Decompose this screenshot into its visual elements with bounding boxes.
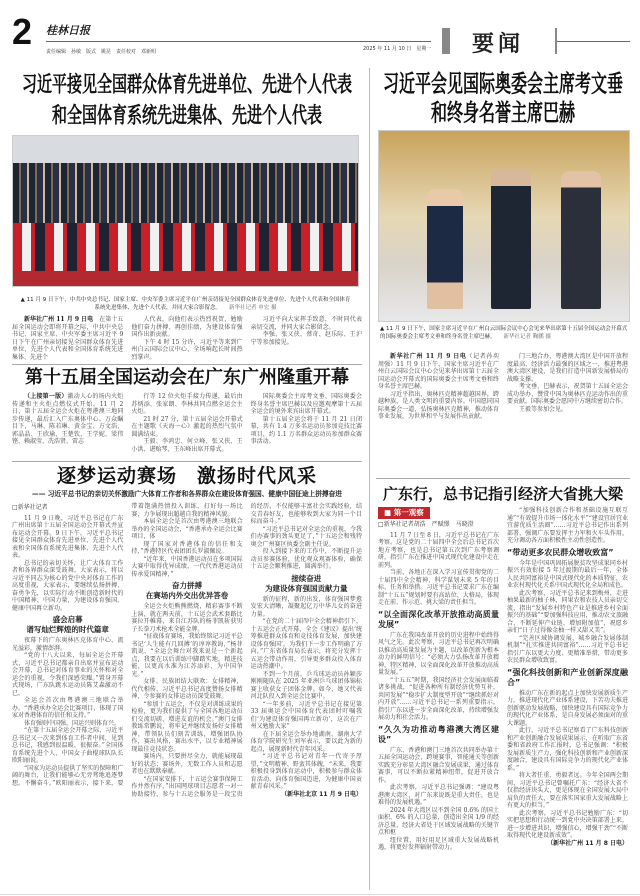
section-title: 要闻 bbox=[472, 31, 525, 57]
paragraphs bbox=[131, 541, 242, 579]
text-block bbox=[12, 393, 123, 446]
subheading: 接续奋进 bbox=[291, 573, 322, 583]
paragraph: 新的征程，新的出发，体育强国梦愈发宏大清晰，凝聚起亿万中华儿女的奋进力量。 bbox=[250, 595, 362, 618]
paragraphs bbox=[378, 532, 499, 607]
paragraphs bbox=[12, 515, 123, 613]
story4-body bbox=[378, 353, 628, 421]
header-rule bbox=[46, 41, 431, 42]
subheading: 在赛场内外交出优异答卷 bbox=[145, 591, 229, 600]
paragraph: “征战体育赛场，我始终铭记习近平总书记‘人生能有几回搏’的谆谆教诲，”杨菲凯说，“全运会舞台对我来说是一个新起点，我要在以后训练中脚踏实地，精进技能，以更高水准为江苏添彩、为中国争光。” bbox=[131, 633, 243, 678]
paragraph: 全运会火炬熊熊燃烧，精彩赛事不断上演，就在两天前，十五运会武术套路比赛拉开帷幕，来自江苏队的杨菲凯斩获男子长拳刀术枪术全能金牌。 bbox=[131, 603, 243, 633]
paragraph: 下午 4 时 15 分许，习近平等来到广州白云国际会议中心，全场响起长时间热烈掌声。 bbox=[131, 338, 243, 361]
paragraph: 当前，各地正在深入学习宣传贯彻党的二十届四中全会精神，科学谋划未来 5 年的目标、任务和举措。习近平总书记要求广东在编制“十五五”规划时要有高站位、大格局，体现走在前、作示范、挑大梁的责任担当。 bbox=[378, 569, 499, 606]
text-block bbox=[507, 353, 628, 413]
paragraph: 行等 12 位火炬手接力传递，最后由苏炳添、张家朗、李林共同点燃全运会主火炬。 bbox=[131, 393, 243, 415]
staff-credits: 责任编辑 孙敏 版式 姚昆 责任校对 邓新明 bbox=[46, 49, 157, 55]
paragraph: 总书记的亲切关怀，让广大体育工作者和各界群众深受鼓舞。大家表示，将以习近平同志为核心的党中央对体育工作的高度重视，大家表示，要继续弘扬拼搏、奋勇争先，以实际行动不断创造新时代的中国精神、中国力量，为建设体育强国、健康中国再立新功。 bbox=[12, 559, 124, 612]
header-rule bbox=[557, 41, 630, 42]
paragraph: 新华社广州 11 月 9 日电 在第十五届全国运动会即将开幕之际，中共中央总书记、国家主席、中央军委主席习近平 9 日下午在广州亲切接见全国群众体育先进单位、先进个人代表和全国体育系统先进集体、先进个 bbox=[12, 316, 124, 361]
subheading: “以全面深化改革开放推动高质量发展” bbox=[378, 609, 499, 629]
paragraph: 新华社广州 11 月 9 日电（记者孙奕 周强）11 月 9 日下午，国家主席习近平在广州白云国际会议中心会见来华出席第十五届全国运动会开幕式的国际奥委会主席考文垂和终身名誉主席巴赫。 bbox=[378, 353, 505, 390]
story4-headline: 习近平会见国际奥委会主席考文垂 bbox=[382, 69, 623, 98]
paragraphs bbox=[378, 747, 499, 837]
subheading: 盛会启幕 bbox=[52, 615, 83, 624]
paragraph: “习近平总书记对青年一代寄予厚望，”文明精神、野蛮其体魄，“未来，我要积极投身到体育运动中，积极参与群众体育活动，向体育强国迈进，为健康中国贡献青春风采。” bbox=[250, 753, 362, 790]
paragraph: “参加十五运会，不仅是对训练成果的检验，更为我们提供了与全国各地运动员们交流切磋、增进友谊的机会。”澳门女排教练常鹏说，将牢记并继续发扬好女排精神，带领队员们刻苦训练，增强团队协作，赛出风格，赛出水平，以专业精神展现最佳竞技状态。 bbox=[131, 700, 243, 753]
column-divider bbox=[369, 68, 370, 890]
subheading: “带动更多农民群众增收致富” bbox=[507, 547, 614, 557]
paragraphs bbox=[507, 690, 628, 840]
paragraph: 今年是中国巩固拓展脱贫攻坚成果同乡村振兴有效衔接 5 年过渡期的最后一年，全体人民共同富裕是中国式现代化的本质特征，农业农村现代化关系中国式现代化全局和成色。 bbox=[507, 559, 628, 589]
paragraph: 考文垂、巴赫表示，祝贺第十五届全运会成功举办，赞赏中国为奥林匹克运动作出的重要贡献，国际奥委会愿同中方继续密切合作。 bbox=[507, 383, 628, 405]
meeting-photo bbox=[378, 130, 630, 322]
story5-headline: 广东行，总书记指引经济大省挑大梁 bbox=[382, 485, 623, 503]
paragraph: “在党的二十届四中全会精神指引下，十五运会正式开幕，全会《建议》提出‘统筹推进群众体育和竞技体育发展，加快建设体育强国’，为我们下一步工作明确了方向，”广东省体育局长表示，将充分发挥十五运会带动作用，引导更多群众投入体育运动热潮中。 bbox=[250, 618, 362, 670]
paragraph: 此次考察，习近平总书记来到梅州，走进柚果最新的柚子林，同果农和农技人员亲切交流，指出“发展乡村特色产业是推进乡村全面振兴的基础”“要加强科技应用，推动农文旅融合，不断延伸产业链、增加附加值”，祝愿乡亲们“日子过得像金柚一样又甜又美”。 bbox=[507, 589, 628, 634]
paragraph: 11 月 7 日至 8 日，习近平总书记在广东考察。这是党的二十届四中全会后总书记首次地方考察，也是总书记第五次到广东考察调研，指引广东在推进中国式现代化建设中走在前列。 bbox=[378, 531, 499, 569]
paragraph: “近年来，中国香港运动员在多项国际大赛中取得优异成绩，一代代香港运动员传承爱国精神，” bbox=[131, 555, 243, 578]
text-block bbox=[12, 316, 123, 361]
byline: □新华社记者 bbox=[12, 504, 48, 511]
paragraphs bbox=[251, 548, 362, 571]
paragraph: 此行，习近平总书记察看了广东科技创新和产业创新融合发展成果展示，在听取广东省委和省政府工作汇报时，总书记强调：“积极发展新质生产力，强化科技创新和产业创新深度融合，建设具有国际竞争力的现代化产业体系。” bbox=[507, 727, 628, 772]
paragraph: 推动广东在新的起点上加快发展新质生产力，推进现代化产业体系建设，下苦功夫推进创新驱动发展战略，加快建设具有国际竞争力的现代化产业体系，是自身发展必须面对的重大课题。 bbox=[507, 689, 628, 727]
story1-headline-line2: 和全国体育系统先进集体、先进个人代表 bbox=[51, 101, 322, 129]
paragraphs bbox=[378, 632, 499, 722]
paragraph: 习近平指出，奥林匹克精神超越国界，跨越种族，是人类文明的重要内容。中国愿同国际奥委会一道，弘扬奥林匹克精神，推动体育事业发展，为世界和平与发展作出贡献。 bbox=[378, 390, 499, 420]
paragraph: 投入到接下来的工作中，不断提升运动员参赛体验，优化观众观赛体验，确保十五运会顺利推进，圆满举行。 bbox=[250, 548, 362, 570]
paragraph: 在下届全运会举办地湖南，湖南大学体育学院研究生刘军表示，要以此为新的起点，展现新时代青年风采。 bbox=[250, 730, 362, 753]
paragraph: 11 月 9 日晚，习近平总书记在广东广州出席第十五届全国运动会开幕式并宣布运动会开幕。9 日下午，习近平总书记接见全国群众体育先进单位、先进个人代表和全国体育系统先进集体、先进个人代表。 bbox=[12, 514, 124, 559]
dateline-end: （新华社广州 11 月 8 日电） bbox=[547, 839, 628, 847]
subheading: 奋力拼搏 bbox=[171, 581, 202, 590]
caption-text: ▲ 11 月 9 日下午，中共中央总书记、国家主席、中央军委主席习近平在广州亲切接见全国群众体育先进单位、先进个人代表和全国体育系统先进集体、先进个人代表，并同大家合影留念。 bbox=[20, 297, 351, 311]
paragraph: “党的十八大以来，每届全运会开幕式，习近平总书记都亲自出席并宣布运动会开幕，总书记对体育事业的关怀和对全运会的重视，令我们深感荣耀。”置身开幕式现场，广东队跳水运动员陈艾森激动不已。 bbox=[12, 652, 124, 697]
column-badge: ■ 第一观察 bbox=[378, 507, 430, 519]
group-photo bbox=[12, 135, 359, 287]
section-bar bbox=[442, 28, 450, 54]
caption-text: ▲ 11 月 9 日下午，国家主席习近平在广州白云国际会议中心会见来华出席第十五届全国运动会开幕式的国际奥委会主席考文垂和终身名誉主席巴赫。 bbox=[380, 326, 628, 340]
paragraph: 将大者任重，勇毅者远。今年全国两会期间，习近平总书记曾嘱托广东：“经济大省不仅指经济块头大，更是体现在全国发展大局中肩负的责任大，要在落实国家重大发展战略上有更大的担当。” bbox=[507, 772, 628, 809]
paragraph: 不到一个月前，乒乓球运动员孙颖莎刚刚随队在 2025 年亚洲乒乓球团体锦标赛上收获女子团体金牌。如今，她又代表河北队投入到全运会比赛中。 bbox=[250, 670, 362, 700]
paragraph: 此次考察，习近平总书记强调：“建设粤港澳大湾区，对广东来说既是重大责任，也是难得的发展机遇。” bbox=[378, 784, 499, 806]
story3-body bbox=[12, 503, 362, 798]
paragraph: 王毅等参加会见。 bbox=[519, 405, 568, 413]
photo-credit: 新华社记者 申宏 摄 bbox=[229, 305, 277, 311]
paragraph: 体育强则中国强，国运兴则体育兴。 bbox=[24, 719, 121, 727]
paragraph: “习近平总书记对全运会的重视，令我们办赛事的劲头更足了，”十五运会和残特奥会广州赛区执委会副主任说。 bbox=[250, 525, 362, 548]
story4-caption bbox=[380, 325, 628, 341]
paragraph: 夜幕下的广东奥林匹克体育中心，流光溢彩，激情澎湃。 bbox=[12, 637, 124, 652]
page-bottom-rule bbox=[0, 894, 640, 895]
byline: □新华社记者胡浩 严赋憬 马晓澄 bbox=[378, 521, 474, 528]
divider bbox=[376, 478, 630, 479]
paragraph: “完善区域协调发展，城乡融合发展体制机制”“扎实推进共同富裕”……习近平总书记指引广东以更大力度、更精准举措，带动更多农民群众增收致富。 bbox=[507, 634, 628, 664]
text-block bbox=[251, 393, 362, 446]
text-block bbox=[251, 316, 362, 346]
story2-headline: 第十五届全国运动会在广东广州隆重开幕 bbox=[25, 367, 349, 388]
subheading: 为建设体育强国贡献力量 bbox=[265, 583, 348, 593]
story2-body bbox=[12, 393, 362, 453]
paragraph: 全运会首次由粤港澳三地联合举办。“香港承办全运会比赛项目，体现了国家对香港体育的信任和支持。” bbox=[12, 697, 124, 719]
text-block bbox=[378, 353, 505, 421]
paragraph: “在第十五届全运会开幕之际，习近平总书记又一次来到体育工作者中间，见到总书记，我感到很温暖、很振奋。”全国体育系统先进个人、中国女子曲棍球队队长欧阳丽说。 bbox=[12, 727, 124, 764]
subheading: “久久为功推动粤港澳大湾区建设” bbox=[378, 724, 499, 744]
paragraph: 21 时 27 分，第十五届全运会开幕式在主题歌《天海一心》激起的热烈气氛中圆满结束。 bbox=[131, 415, 243, 438]
paragraph: 女排、民族团结大联欢：女排精神，代代相传，习近平总书记高度赞扬女排精神，令参赛的女排运动员深受鼓舞。 bbox=[131, 678, 243, 700]
story5-body bbox=[378, 507, 628, 852]
divider bbox=[12, 364, 362, 365]
dateline-end: （新华社北京 11 月 9 日电） bbox=[281, 790, 362, 798]
story1-body bbox=[12, 316, 362, 361]
text-block bbox=[131, 316, 242, 361]
paragraph: 赛场内，只要拼尽全力，就能展现最好的状态；赛场外，无数工作人员和志愿者也在默默奉献。 bbox=[131, 753, 243, 775]
paragraph: 广东、香港和澳门三地首次共同举办第十五届全国运动会，跨境赛事，智能通关等创新实践充分彰显大湾区融合发展成果，通过体育赛事，可以不断拉紧精神纽带，促进开放合作。 bbox=[378, 746, 499, 784]
paragraphs bbox=[507, 560, 628, 665]
paragraph: 现了国家对香港体育的信任和支持，”香港特区代表团团长罗淑佩说。 bbox=[131, 540, 243, 555]
paragraph: （上接第一版）激动人心的场内火炬传递和主火炬点燃仪式开始。11 月 2 日，第十五届全运会火炬在粤港澳三地同步传递，最后汇入广东奥体中心。万众瞩目下，马琳、陈若琳、黄金宝、方文浩、郭晶晶、王欣瑜、王楚钦、王学妮、梁伟铿、赖淑莹、冼浩贤、雷志 bbox=[12, 393, 124, 445]
paragraph: 人代表，向他们表示热烈祝贺，勉励他们奋力拼搏、再创佳绩，为建设体育强国作出新贡献。 bbox=[131, 316, 243, 338]
photo-credit: 新华社记者 鞠鹏 摄 bbox=[503, 334, 552, 340]
paragraph: 李强、张又侠、蔡奇、赵乐际、王沪宁等参加接见。 bbox=[250, 331, 362, 346]
paragraph: 广东在我国改革开放的历史进程中始终得风气之先。此次考察，习近平总书记再次明确以推动高质量发展为主题，以改革创新为根本动力的鲜明信号：“必须大力弘扬改革开放精神，特区精神，以全面深化改革开放推动高质量发展。” bbox=[378, 631, 499, 676]
story1-caption bbox=[18, 296, 353, 312]
paragraph: 此次考察，习近平总书记勉励广东：“切实把思想和行动统一到党中央决策部署上来，进一步增进共识，增强信心，增强干劲”“不断取得现代化建设新成效”。 bbox=[507, 809, 628, 839]
story3-headline: 逐梦运动赛场 激扬时代风采 bbox=[56, 465, 317, 487]
paragraph: 本届全运会是首次由粤港澳三地联合举办的全国运动会，“香港承办全运会比赛项目，体 bbox=[131, 518, 243, 540]
text-block bbox=[131, 393, 242, 453]
story4-headline-line2: 和终身名誉主席巴赫 bbox=[430, 98, 575, 127]
paragraph: 2024 年大湾区以不到全国 0.6% 的国土面积、6% 的人口总量，创造出全国 1/9 的经济总量，经济大省处于区域发展战略的关键节点和枢 bbox=[378, 806, 499, 836]
paragraph: “一年多前，习近平总书记在接见第 33 届奥运会中国体育代表团时叮嘱我们‘为建设体育强国再立新功’，这次在广州又勉励大家” bbox=[250, 700, 362, 730]
story3-subheadline: —— 习近平总书记的亲切关怀激励广大体育工作者和各界群众在建设体育强国、健康中国征途上拼搏奋进 bbox=[32, 490, 342, 498]
paragraph: “加强科技创新合作和基础设施互联互通”“有效提升市场一体化水平”“建设宜居宜业宜游优质生活圈”……习近平总书记作出系列部署，强调广东要发挥主力军和火车头作用，充分调动各方面积极性主动性创造性。 bbox=[507, 507, 628, 544]
issue-date: 2025 年 11 月 10 日 星期一 bbox=[363, 46, 432, 52]
subheading: 谱写灿烂辉煌的时代篇章 bbox=[26, 625, 109, 634]
paragraph: “国家为运动员提供了坚实的保障和广阔的舞台，让我们能够心无旁骛地追逐梦想。不懈奋斗。”欧阳丽表示，接下来，要带着饱满热情投入训练，打好每一场比赛，力争展现出超越自我的精神风貌。 bbox=[12, 503, 243, 787]
paragraph: 第十五届全运会将于 11 月 21 日闭幕，共有 1.4 万多名运动员参加竞技比赛项目，约 1.1 万名群众运动员参加群众赛事活动。 bbox=[250, 415, 362, 445]
page-number: 2 bbox=[12, 11, 33, 52]
subheading: “强化科技创新和产业创新深度融合” bbox=[507, 667, 628, 687]
masthead-logo: 桂林日报 bbox=[46, 24, 90, 37]
divider bbox=[12, 461, 362, 462]
paragraph: “十五五”时期，我国经济社会发展面临着诸多挑战，“促进各种所有制经济优势互补，共同发展”“稳步扩大制度型开放”“继续抓好对内开放”……习近平总书记一系列重要指示，指引广东以进一步全面深化改革，持续增强发展动力和社会活力。 bbox=[378, 676, 499, 721]
paragraph: “在国家安排下，十五运会赛事保障工作井然有序，”出国网球项目志愿者一对一协助接待，参与十五运会服务是一段宝贵的经历，不仅能够丰富社会实践经验，结交青春好友，也能够收到大家为同一个目标而奋斗。” bbox=[131, 503, 362, 798]
paragraph: 习近平向大家挥手致意，不时同代表亲切交流，并同大家合影留念。 bbox=[250, 316, 362, 331]
paragraph: 国际奥委会主席考文垂、国际奥委会终身名誉主席巴赫以及应邀观摩第十五届全运会的境外来宾出席开幕式。 bbox=[250, 393, 362, 415]
paragraph: 纽位置，用好用足区域重大发展战略机遇，将更好发挥辐射带动力。 bbox=[378, 836, 499, 851]
story1-headline: 习近平接见全国群众体育先进单位、先进个人代表 bbox=[21, 70, 352, 98]
paragraphs bbox=[251, 596, 362, 791]
paragraph: 王毅、李鸿忠、何立峰、张又侠、王小洪、谌贻琴、王东峰出席开幕式。 bbox=[131, 438, 243, 453]
paragraph: 门三地合办，粤港澳大湾区是中国开放程度最高、经济活力最强的区域之一，推进粤港澳大湾区建设，是我们打造中国新发展格局的战略支撑。 bbox=[507, 353, 628, 383]
